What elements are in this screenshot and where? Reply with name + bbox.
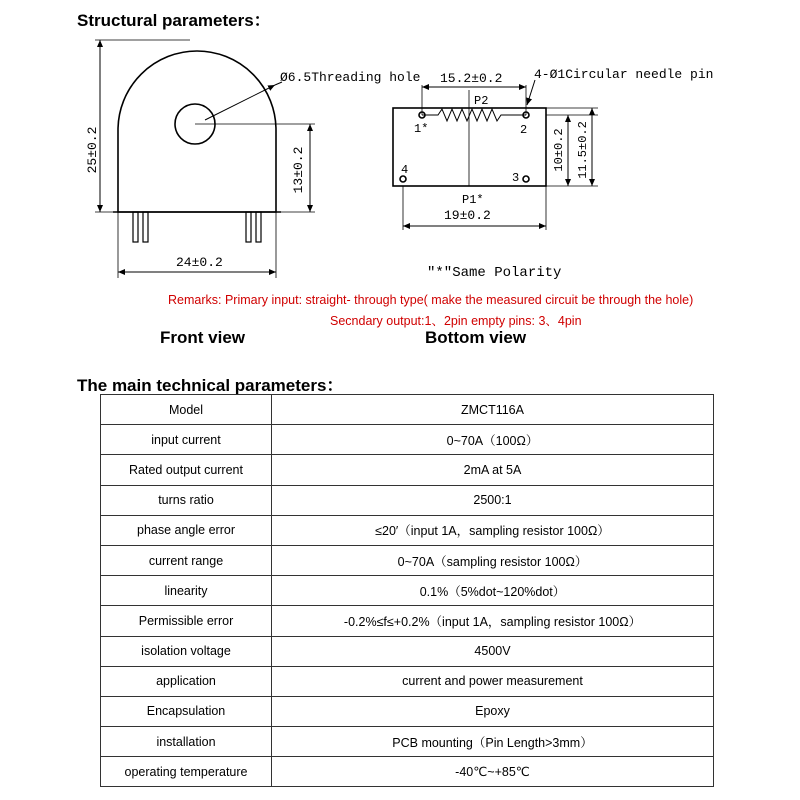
technical-parameters-heading: The main technical parameters：	[77, 376, 344, 395]
table-row	[101, 727, 714, 757]
pin-2-label: 2	[520, 123, 528, 137]
bottom-view-drawing	[393, 80, 598, 230]
bottom-width-label: 19±0.2	[444, 208, 491, 223]
param-label: Rated output current	[101, 455, 272, 485]
resistor-symbol	[422, 109, 526, 121]
pin-spacing-label: 15.2±0.2	[440, 71, 503, 86]
param-label: linearity	[101, 576, 272, 606]
param-label: Model	[101, 395, 272, 425]
param-value: -0.2%≤f≤+0.2%（input 1A，sampling resistor 100Ω）	[272, 606, 714, 636]
param-value: 0.1%（5%dot~120%dot）	[272, 576, 714, 606]
front-view-label: Front view	[160, 328, 246, 347]
param-value: 2mA at 5A	[272, 455, 714, 485]
table-row	[101, 576, 714, 606]
pin-3-label: 3	[512, 171, 520, 185]
table-row	[101, 696, 714, 726]
param-label: application	[101, 666, 272, 696]
polarity-note: "*"Same Polarity	[427, 265, 562, 281]
param-value: PCB mounting（Pin Length>3mm）	[272, 727, 714, 757]
dim-10-label: 10±0.2	[552, 128, 566, 172]
technical-parameters-table	[100, 394, 714, 787]
table-row	[101, 515, 714, 545]
table-row	[101, 425, 714, 455]
param-label: Encapsulation	[101, 696, 272, 726]
param-label: operating temperature	[101, 757, 272, 787]
height-inner-label: 13±0.2	[291, 146, 306, 194]
table-row	[101, 636, 714, 666]
table-row	[101, 606, 714, 636]
param-label: installation	[101, 727, 272, 757]
pin-4-label: 4	[401, 163, 409, 177]
front-pins	[133, 212, 261, 242]
param-value: 0~70A（100Ω）	[272, 425, 714, 455]
pin-1-label: 1*	[414, 122, 429, 136]
p1-label: P1*	[462, 193, 484, 207]
param-value: 4500V	[272, 636, 714, 666]
table-row	[101, 666, 714, 696]
param-value: ≤20′（input 1A，sampling resistor 100Ω）	[272, 515, 714, 545]
bottom-view-label: Bottom view	[425, 328, 527, 347]
param-value: 2500:1	[272, 485, 714, 515]
param-value: 0~70A（sampling resistor 100Ω）	[272, 545, 714, 575]
param-label: input current	[101, 425, 272, 455]
front-width-label: 24±0.2	[176, 255, 223, 270]
front-body-outline	[118, 51, 276, 212]
table-row	[101, 455, 714, 485]
param-value: -40℃~+85℃	[272, 757, 714, 787]
param-label: Permissible error	[101, 606, 272, 636]
height-total-label: 25±0.2	[85, 126, 100, 174]
param-label: isolation voltage	[101, 636, 272, 666]
param-value: ZMCT116A	[272, 395, 714, 425]
structural-drawing	[0, 0, 800, 300]
structural-parameters-heading: Structural parameters：	[77, 11, 271, 30]
bottom-body-outline	[393, 108, 546, 186]
param-value: current and power measurement	[272, 666, 714, 696]
thread-hole-label: Ø6.5Threading hole	[280, 70, 421, 85]
dim-11-label: 11.5±0.2	[576, 121, 590, 179]
remarks-line-2: Secndary output:1、2pin empty pins: 3、4pin	[330, 314, 582, 328]
param-label: turns ratio	[101, 485, 272, 515]
table-row	[101, 485, 714, 515]
param-label: phase angle error	[101, 515, 272, 545]
table-row	[101, 757, 714, 787]
remarks-line-1: Remarks: Primary input: straight- through type( make the measured circuit be through the hole)	[168, 293, 694, 307]
table-row	[101, 545, 714, 575]
param-label: current range	[101, 545, 272, 575]
pin-note-label: 4-Ø1Circular needle pin	[534, 67, 714, 82]
table-row	[101, 395, 714, 425]
p2-label: P2	[474, 94, 489, 108]
param-value: Epoxy	[272, 696, 714, 726]
pin-3	[523, 176, 529, 182]
